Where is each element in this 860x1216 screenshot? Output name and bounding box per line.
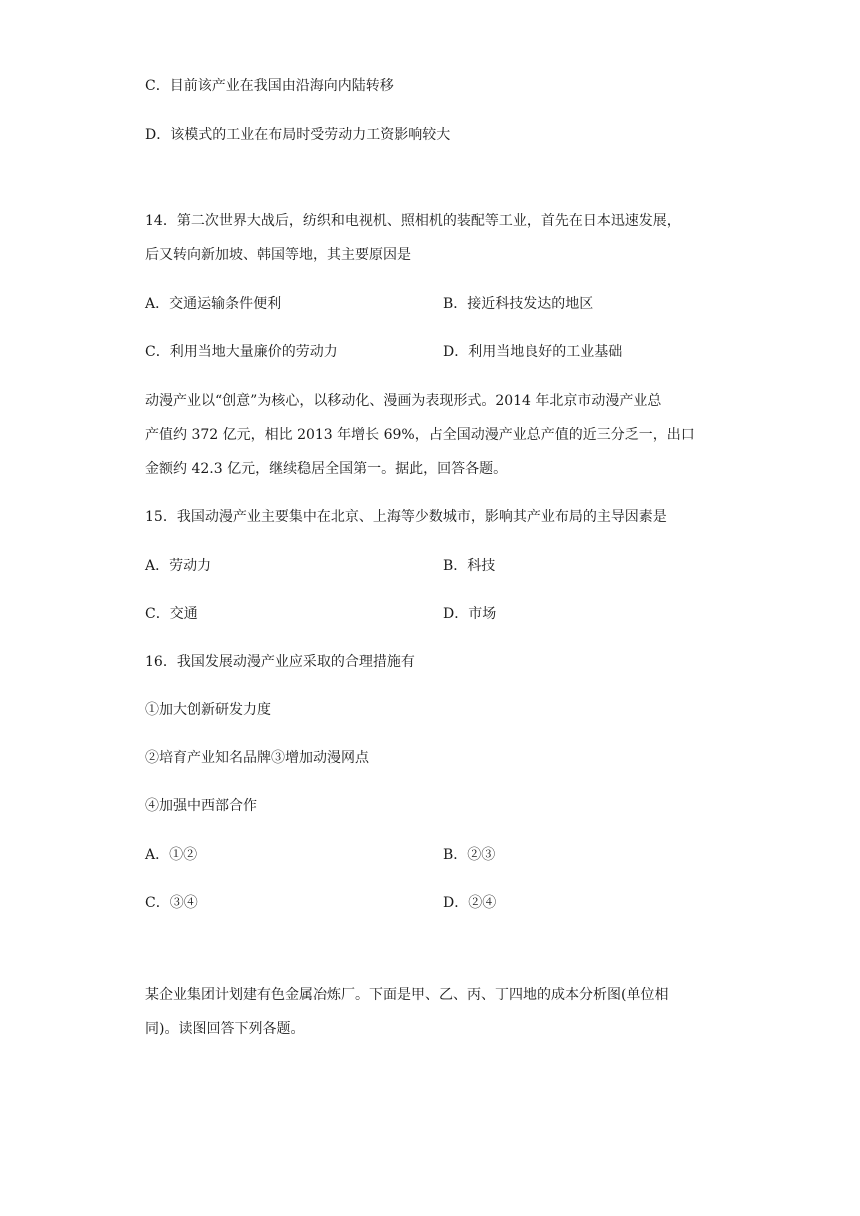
q15-option-c: C．交通 (145, 606, 198, 622)
intro-line1: 某企业集团计划建有色金属冶炼厂。下面是甲、乙、丙、丁四地的成本分析图(单位相 (145, 987, 669, 1003)
q16-option-d: D．②④ (443, 895, 497, 911)
q14-stem-line2: 后又转向新加坡、韩国等地，其主要原因是 (145, 247, 411, 263)
passage-line3: 金额约 42.3 亿元，继续稳居全国第一。据此，回答各题。 (145, 461, 508, 477)
q16-option-b: B．②③ (443, 847, 496, 863)
q15-option-d: D．市场 (443, 606, 497, 622)
q15-stem: 15．我国动漫产业主要集中在北京、上海等少数城市，影响其产业布局的主导因素是 (145, 509, 667, 525)
q16-item3: ④加强中西部合作 (145, 798, 257, 814)
q13-option-c: C．目前该产业在我国由沿海向内陆转移 (145, 78, 394, 94)
q15-option-b: B．科技 (443, 558, 496, 574)
passage-line2: 产值约 372 亿元，相比 2013 年增长 69%，占全国动漫产业总产值的近三分乏一，出口 (145, 427, 695, 443)
q14-option-d: D．利用当地良好的工业基础 (443, 344, 623, 360)
q16-option-a: A．①② (145, 847, 198, 863)
q16-option-c: C．③④ (145, 895, 198, 911)
q14-option-c: C．利用当地大量廉价的劳动力 (145, 344, 338, 360)
q16-item2: ②培育产业知名品牌③增加动漫网点 (145, 750, 369, 766)
q14-option-a: A．交通运输条件便利 (145, 296, 282, 312)
intro-line2: 同)。读图回答下列各题。 (145, 1021, 305, 1037)
q16-stem: 16．我国发展动漫产业应采取的合理措施有 (145, 654, 415, 670)
q13-option-d: D．该模式的工业在布局时受劳动力工资影响较大 (145, 127, 451, 143)
q14-stem-line1: 14．第二次世界大战后，纺织和电视机、照相机的装配等工业，首先在日本迅速发展， (145, 213, 681, 229)
q14-option-b: B．接近科技发达的地区 (443, 296, 594, 312)
q16-item1: ①加大创新研发力度 (145, 702, 271, 718)
passage-line1: 动漫产业以“创意”为核心，以移动化、漫画为表现形式。2014 年北京市动漫产业总 (145, 393, 662, 409)
q15-option-a: A．劳动力 (145, 558, 212, 574)
